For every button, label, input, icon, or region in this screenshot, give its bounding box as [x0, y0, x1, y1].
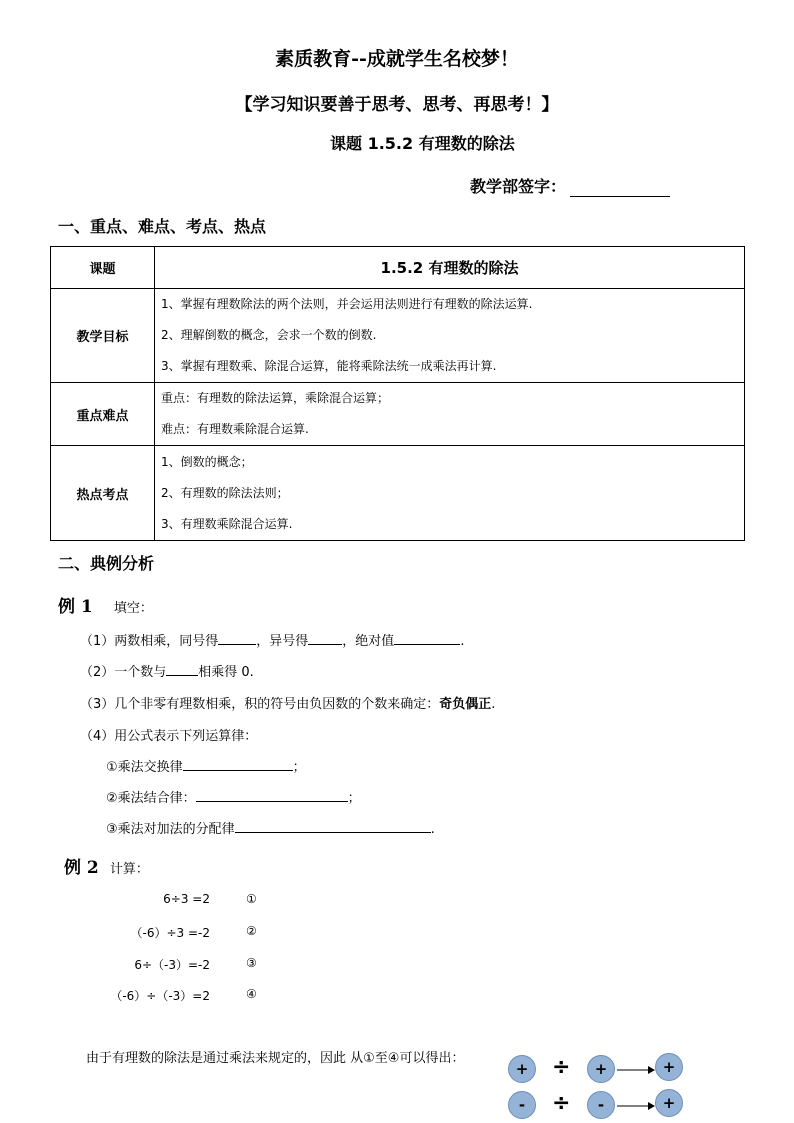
divide-symbol: ÷	[552, 1091, 571, 1116]
sign-field	[470, 174, 670, 197]
section2-heading: 二、典例分析	[58, 554, 155, 573]
table-row	[51, 289, 745, 383]
hotspot-line: 3、有理数乘除混合运算.	[161, 516, 293, 531]
row-label-keypoints: 重点难点	[51, 383, 155, 446]
row-label-hotspots: 热点考点	[51, 446, 155, 541]
answer-blank	[308, 630, 342, 645]
q4c-end: .	[430, 822, 435, 837]
calc-expression: （-6）÷（-3）=2	[110, 989, 210, 1003]
answer-blank	[196, 787, 348, 802]
lesson-info-table	[50, 246, 745, 541]
lesson-topic: 课题 1.5.2 有理数的除法	[330, 134, 515, 153]
page-title: 素质教育--成就学生名校梦！	[275, 48, 519, 70]
objective-line: 3、掌握有理数乘、除混合运算，能将乘除法统一成乘法再计算.	[161, 359, 497, 373]
answer-blank	[183, 756, 293, 771]
table-row	[51, 383, 745, 446]
calc-marker: ②	[246, 924, 257, 938]
sign-circle: +	[587, 1055, 615, 1083]
sign-circle: -	[587, 1091, 615, 1119]
q1-text-d: .	[460, 634, 465, 649]
q4b-end: ；	[347, 791, 361, 806]
q1-text-a: （1）两数相乘，同号得	[80, 634, 219, 649]
q3-text-c: .	[491, 697, 496, 712]
hotspot-line: 2、有理数的除法法则；	[161, 485, 289, 500]
objective-line: 2、理解倒数的概念，会求一个数的倒数.	[161, 328, 377, 342]
question-2	[80, 661, 254, 680]
slogan: 【学习知识要善于思考、思考、再思考！】	[235, 95, 559, 115]
q2-text-a: （2）一个数与	[80, 665, 167, 680]
table-head-label: 课题	[51, 247, 155, 289]
table-row	[51, 446, 745, 541]
objective-line: 1、掌握有理数除法的两个法则，并会运用法则进行有理数的除法运算.	[161, 297, 533, 311]
q4c-text: ③乘法对加法的分配律	[106, 822, 235, 837]
example2-header	[64, 853, 149, 878]
answer-blank	[166, 661, 198, 676]
calc-marker: ①	[246, 892, 257, 906]
sign-circle: +	[508, 1055, 536, 1083]
sign-circle: +	[655, 1053, 683, 1081]
arrow-right-icon	[615, 1062, 657, 1078]
keypoint-line: 难点：有理数乘除混合运算.	[161, 422, 309, 436]
example1-label: 例 1	[58, 597, 93, 617]
divide-symbol: ÷	[552, 1055, 571, 1080]
sign-circle: -	[508, 1091, 536, 1119]
q4a-end: ；	[292, 760, 306, 775]
arrow-right-icon	[615, 1098, 657, 1114]
question-4b	[106, 787, 361, 806]
table-head-value: 1.5.2 有理数的除法	[155, 247, 745, 289]
question-1	[80, 630, 464, 649]
q3-answer: 奇负偶正	[439, 697, 492, 712]
q4a-text: ①乘法交换律	[106, 760, 183, 775]
question-3	[80, 693, 495, 712]
q3-text-a: （3）几个非零有理数相乘，积的符号由负因数的个数来确定：	[80, 697, 440, 712]
q2-text-b: 相乘得 0.	[198, 665, 254, 680]
question-4c	[106, 818, 435, 837]
calc-expression: 6÷3 =2	[163, 892, 210, 906]
example2-label: 例 2	[64, 858, 99, 878]
row-content-hotspots	[155, 446, 745, 541]
example1-header	[58, 592, 153, 617]
calc-expression: 6÷（-3）=-2	[134, 958, 210, 972]
sign-blank	[570, 178, 670, 197]
q4b-text: ②乘法结合律：	[106, 791, 196, 806]
sign-circle: +	[655, 1089, 683, 1117]
example2-prompt: 计算：	[109, 862, 149, 877]
answer-blank	[235, 818, 431, 833]
q1-text-c: ，绝对值	[342, 634, 395, 649]
answer-blank	[218, 630, 256, 645]
section1-heading: 一、重点、难点、考点、热点	[58, 217, 267, 236]
question-4: （4）用公式表示下列运算律：	[80, 729, 258, 744]
hotspot-line: 1、倒数的概念；	[161, 454, 253, 469]
question-4a	[106, 756, 306, 775]
calc-expression: （-6）÷3 =-2	[130, 926, 210, 940]
row-content-keypoints	[155, 383, 745, 446]
table-row	[51, 247, 745, 289]
keypoint-line: 重点：有理数的除法运算，乘除混合运算；	[161, 391, 390, 405]
calc-marker: ③	[246, 956, 257, 970]
calc-marker: ④	[246, 987, 257, 1001]
sign-label: 教学部签字：	[470, 177, 567, 196]
q1-text-b: ，异号得	[256, 634, 309, 649]
row-content-objectives	[155, 289, 745, 383]
row-label-objectives: 教学目标	[51, 289, 155, 383]
conclusion-text: 由于有理数的除法是通过乘法来规定的，因此 从①至④可以得出：	[86, 1051, 465, 1066]
answer-blank	[394, 630, 460, 645]
example1-prompt: 填空：	[113, 601, 153, 616]
